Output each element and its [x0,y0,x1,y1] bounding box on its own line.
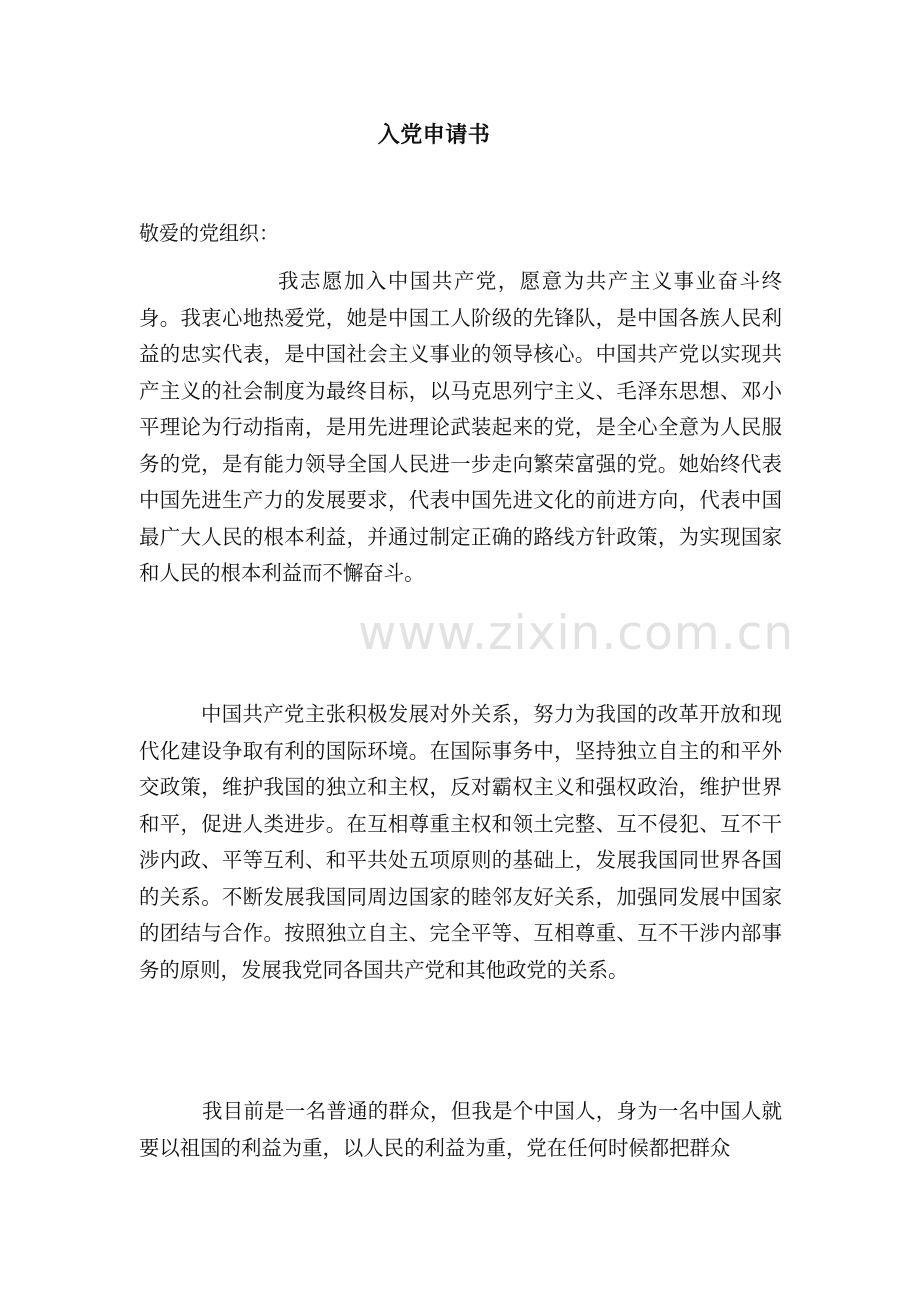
paragraph-2: 中国共产党主张积极发展对外关系，努力为我国的改革开放和现代化建设争取有利的国际环境。在国际事务中，坚持独立自主的和平外交政策，维护我国的独立和主权，反对霸权主义和强权政治，维护世界和平，促进人类进步。在互相尊重主权和领土完整、互不侵犯、互不干涉内政、平等互利、和平共处五项原则的基础上，发展我国同世界各国的关系。不断发展我国同周边国家的睦邻友好关系，加强同发展中国家的团结与合作。按照独立自主、完全平等、互相尊重、互不干涉内部事务的原则，发展我党同各国共产党和其他政党的关系。 [139,702,782,982]
document-title: 入党申请书 [377,123,491,148]
watermark: www.zixin.com.cn [358,606,795,661]
salutation: 敬爱的党组织： [139,221,279,245]
paragraph-3: 我目前是一名普通的群众，但我是个中国人，身为一名中国人就要以祖国的利益为重，以人民的利益为重，党在任何时候都把群众 [139,1099,782,1160]
paragraph-1: 我志愿加入中国共产党，愿意为共产主义事业奋斗终身。我衷心地热爱党，她是中国工人阶级的先锋队，是中国各族人民利益的忠实代表，是中国社会主义事业的领导核心。中国共产党以实现共产主义的社会制度为最终目标，以马克思列宁主义、毛泽东思想、邓小平理论为行动指南，是用先进理论武装起来的党，是全心全意为人民服务的党，是有能力领导全国人民进一步走向繁荣富强的党。她始终代表中国先进生产力的发展要求，代表中国先进文化的前进方向，代表中国最广大人民的根本利益，并通过制定正确的路线方针政策，为实现国家和人民的根本利益而不懈奋斗。 [139,269,782,585]
